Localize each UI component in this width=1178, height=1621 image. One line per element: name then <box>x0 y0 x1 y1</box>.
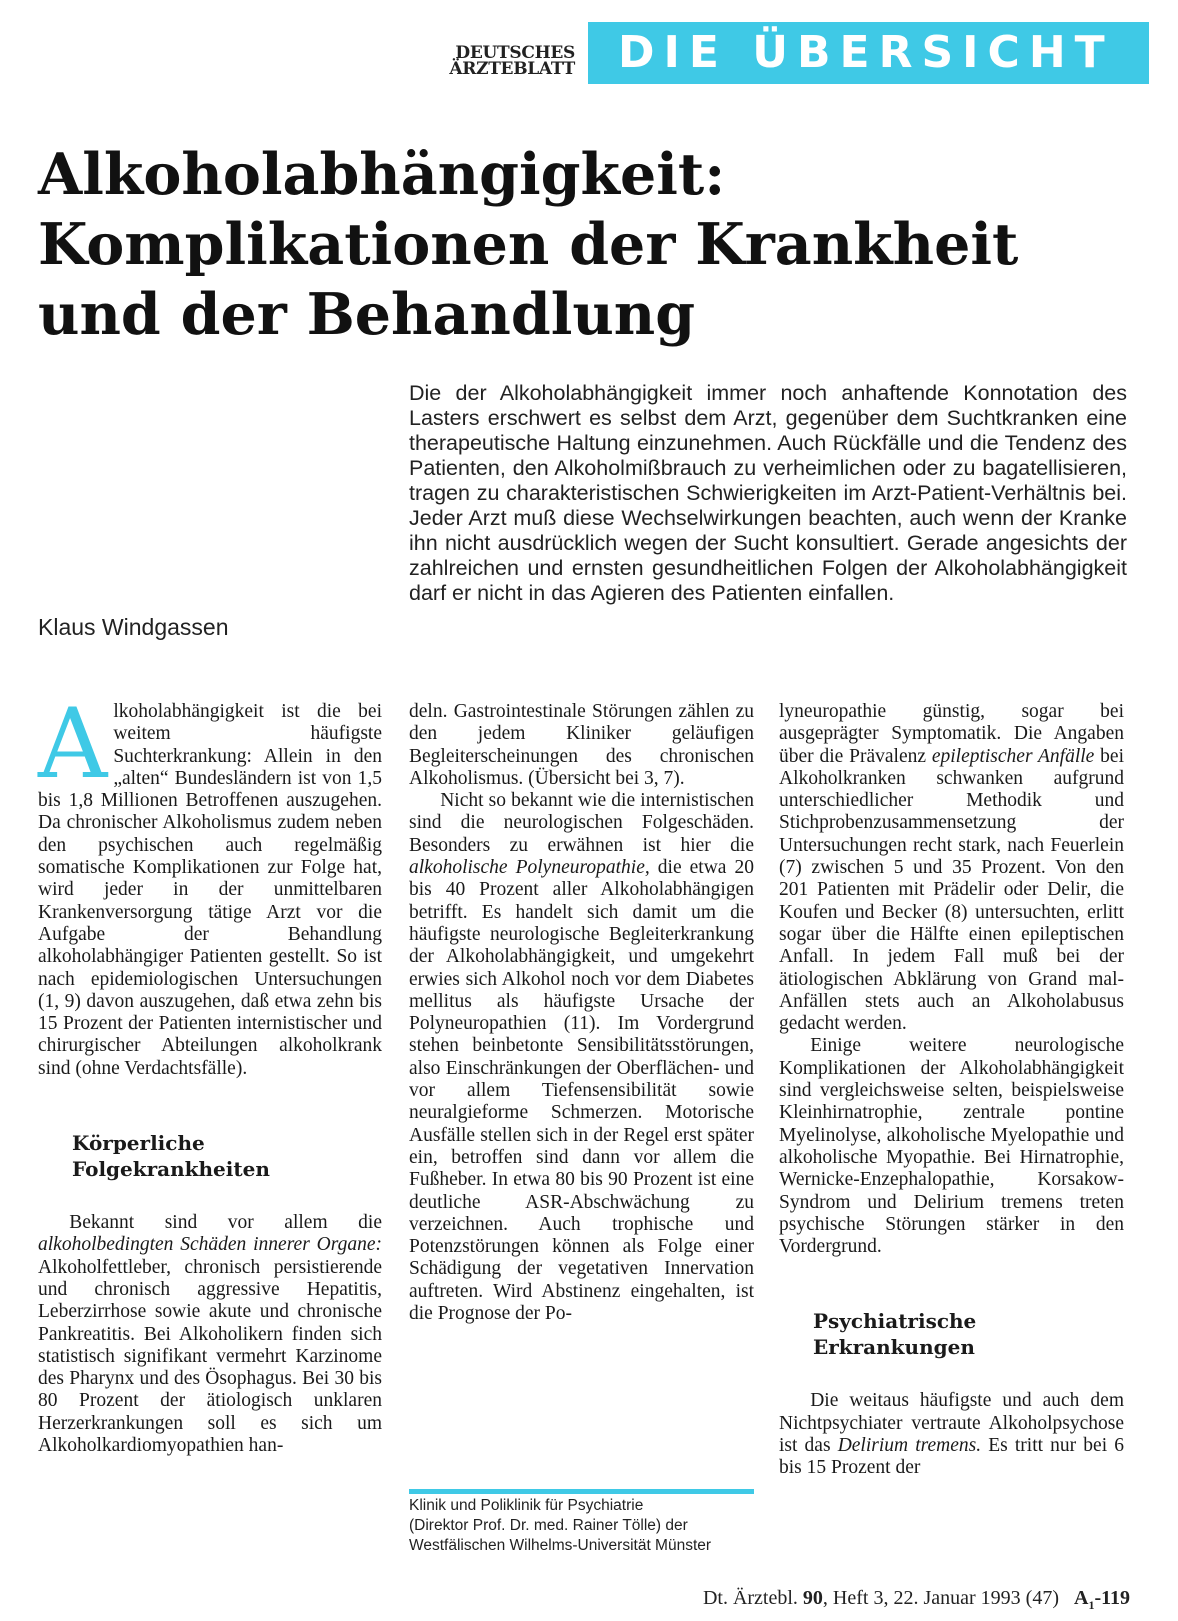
journal-logo <box>410 45 575 77</box>
emphasis-text: alkoholische Polyneuropathie, <box>409 857 650 879</box>
author-name: Klaus Windgassen <box>38 614 229 640</box>
page-prefix: A <box>1073 1587 1089 1609</box>
page-subscript: 1 <box>1088 1598 1095 1612</box>
paragraph <box>779 701 1124 1035</box>
paragraph-text: lkoholabhängigkeit ist die bei weitem häufigste Suchterkrankung: Allein in den „alten“ Bundesländern ist von 1,5 bis 1,8 Millionen Betroffenen auszugehen. Da chronischer Alkoholismus zudem neben den psychischen auch regelmäßig somatische Komplikationen zur Folge hat, wird jeder in der unmittelbaren Krankenversorgung tätige Arzt vor die Aufgabe der Behandlung alkoholabhängiger Patienten gestellt. So ist nach epidemiologischen Untersuchungen (1, 9) davon auszugehen, daß etwa zehn bis 15 Prozent der Patienten internistischer und chirurgischer Abteilungen alkoholkrank sind (ohne Verdachtsfälle). <box>38 701 382 1079</box>
paragraph-text: Die weitaus häufigste und auch dem Nichtpsychiater vertraute Alkoholpsychose ist das <box>779 1390 1124 1457</box>
section-label: DIE ÜBERSICHT <box>618 27 1114 78</box>
page-value: -119 <box>1094 1587 1130 1609</box>
logo-line-1: DEUTSCHES <box>455 43 575 63</box>
heading-line: Körperliche <box>72 1131 205 1156</box>
section-banner <box>588 22 1149 84</box>
affiliation-line: Westfälischen Wilhelms-Universität Münster <box>409 1537 712 1554</box>
paragraph-text: Nicht so bekannt wie die internistischen sind die neurologischen Folgeschäden. Besonders zu erwähnen ist hier die <box>409 790 754 856</box>
page-footer <box>610 1587 1130 1613</box>
issue-info: , Heft 3, 22. Januar 1993 (47) <box>822 1587 1059 1609</box>
title-line-2: Komplikationen der Krankheit <box>38 211 1019 278</box>
affiliation-line: (Direktor Prof. Dr. med. Rainer Tölle) der <box>409 1517 688 1534</box>
text-column-3 <box>779 701 1124 1480</box>
heading-line: Folgekrankheiten <box>72 1157 270 1182</box>
paragraph-text: bei Alkoholkranken schwanken aufgrund unterschiedlicher Methodik und Stichprobenzusammensetzung der Untersuchungen recht stark, nach Feuerlein (7) zwischen 5 und 35 Prozent. Von den 201 Patienten mit Prädelir oder Delir, die Koufen und Becker (8) untersuchten, erlitt sogar über die Hälfte einen epileptischen Anfall. In jedem Fall muß bei der ätiologischen Abklärung von Grand mal-Anfällen stets auch an Alkoholabusus gedacht werden. <box>779 745 1124 1035</box>
article-abstract: Die der Alkoholabhängigkeit immer noch anhaftende Konnotation des Lasters erschwert es selbst dem Arzt, gegenüber dem Suchtkranken eine therapeutische Haltung einzunehmen. Auch Rückfälle und die Tendenz des Patienten, den Alkoholmißbrauch zu verheimlichen oder zu bagatellisieren, tragen zu charakteristischen Schwierigkeiten im Arzt-Patient-Verhältnis bei. Jeder Arzt muß diese Wechselwirkungen beachten, auch wenn der Kranke ihn nicht ausdrücklich wegen der Sucht konsultiert. Gerade angesichts der zahlreichen und ernsten gesundheitlichen Folgen der Alkoholabhängigkeit darf er nicht in das Agieren des Patienten einfallen. <box>409 381 1127 605</box>
emphasis-text: Delirium tremens. <box>837 1435 982 1457</box>
paragraph <box>38 1212 382 1457</box>
affiliation-line: Klinik und Poliklinik für Psychiatrie <box>409 1497 644 1514</box>
paragraph-text: lyneuropathie günstig, sogar bei ausgeprägter Symptomatik. Die Angaben über die Prävalenz <box>779 701 1124 767</box>
journal-name: Dt. Ärztebl. <box>702 1587 803 1609</box>
affiliation-divider <box>409 1489 754 1494</box>
emphasis-text: alkoholbedingten Schäden innerer Organe: <box>38 1234 382 1256</box>
title-line-1: Alkoholabhängigkeit: <box>38 141 726 208</box>
heading-line: Psychiatrische <box>813 1309 977 1334</box>
volume-number: 90 <box>802 1587 823 1609</box>
section-heading-psychiatrische <box>813 1308 1124 1360</box>
page-number <box>1073 1587 1130 1612</box>
heading-line: Erkrankungen <box>813 1335 975 1360</box>
text-column-2 <box>409 701 754 1325</box>
paragraph <box>409 790 754 1325</box>
drop-cap: A <box>38 688 108 800</box>
paragraph-text: Bekannt sind vor allem die <box>69 1212 382 1234</box>
paragraph <box>779 1390 1124 1479</box>
title-line-3: und der Behandlung <box>38 281 696 348</box>
emphasis-text: epileptischer Anfälle <box>931 745 1095 767</box>
paragraph: Einige weitere neurologische Komplikationen der Alkoholabhängigkeit sind vergleichsweise selten, beispielsweise Kleinhirnatrophie, zentrale pontine Myelinolyse, alkoholische Myelopathie und alkoholische Myopathie. Bei Hirnatrophie, Wernicke-Enzephalopathie, Korsakow-Syndrom und Delirium tremens treten psychische Störungen stärker in den Vordergrund. <box>779 1035 1124 1258</box>
section-heading-koerperliche <box>72 1130 382 1182</box>
text-column-1 <box>38 688 382 1457</box>
paragraph-text: die etwa 20 bis 40 Prozent aller Alkoholabhängigen betrifft. Es handelt sich damit um die häufigste neurologische Begleiterkrankung der Alkoholabhängigkeit, und umgekehrt erwies sich Alkohol noch vor dem Diabetes mellitus als häufigste Ursache der Polyneuropathien (11). Im Vordergrund stehen beinbetonte Sensibilitätsstörungen, also Einschränkungen der Oberflächen- und vor allem Tiefensensibilität sowie neuralgieforme Schmerzen. Motorische Ausfälle stellen sich in der Regel erst später ein, betroffen sind dann vor allem die Fußheber. In etwa 80 bis 90 Prozent ist eine deutliche ASR-Abschwächung zu verzeichnen. Auch trophische und Potenzstörungen können als Folge einer Schädigung der vegetativen Innervation auftreten. Wird Abstinenz eingehalten, ist die Prognose der Po- <box>409 857 754 1325</box>
paragraph: deln. Gastrointestinale Störungen zählen zu den jedem Kliniker geläufigen Begleiterscheinungen des chronischen Alkoholismus. (Übersicht bei 3, 7). <box>409 701 754 789</box>
logo-line-2: ÄRZTEBLATT <box>449 59 575 79</box>
paragraph-text: Es tritt nur bei 6 bis 15 Prozent der <box>779 1435 1125 1479</box>
article-title <box>38 140 1148 350</box>
paragraph <box>38 688 382 1080</box>
author-affiliation <box>409 1496 754 1556</box>
paragraph-text: Alkoholfettleber, chronisch persistierende und chronisch aggressive Hepatitis, Leberzirrhose sowie akute und chronische Pankreatitis. Bei Alkoholikern finden sich statistisch signifikant vermehrt Karzinome des Pharynx und des Ösophagus. Bei 30 bis 80 Prozent der ätiologisch unklaren Herzerkrankungen soll es sich um Alkoholkardiomyopathien han- <box>38 1256 382 1457</box>
